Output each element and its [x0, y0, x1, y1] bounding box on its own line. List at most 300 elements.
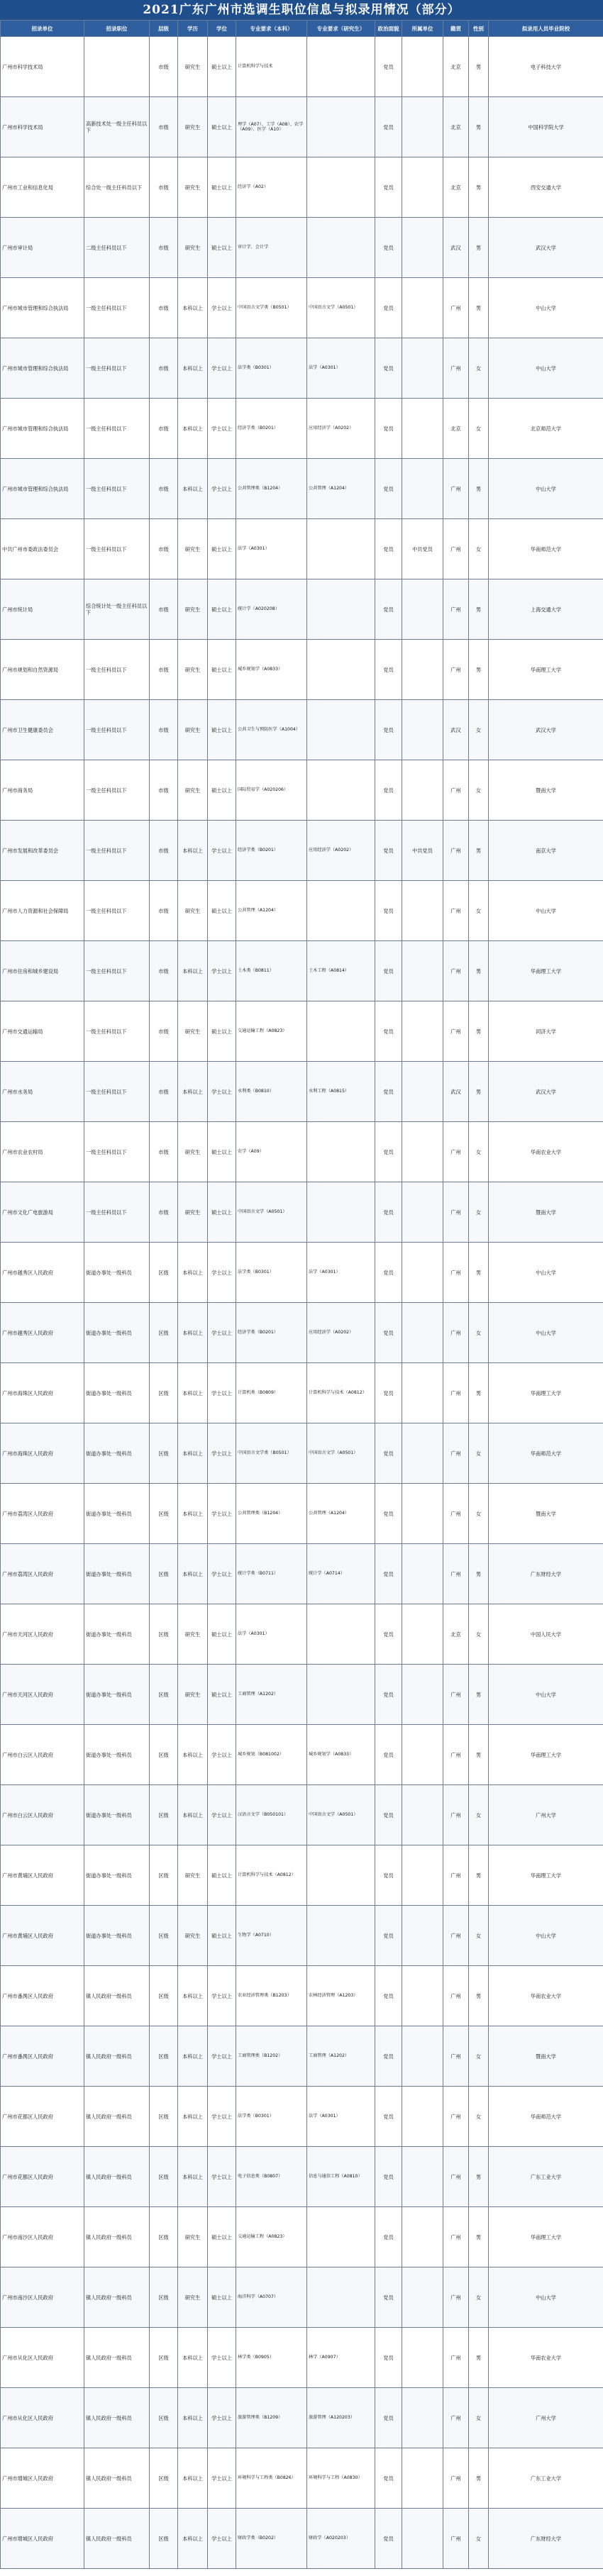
cell-education: 本科以上 [178, 1544, 208, 1604]
cell-hometown: 广州 [443, 2509, 469, 2569]
cell-degree: 硕士以上 [208, 1906, 236, 1966]
cell-level: 区级 [150, 1845, 178, 1906]
cell-political-status: 党员 [375, 1182, 402, 1243]
cell-school: 暨南大学 [489, 2026, 603, 2087]
cell-degree: 硕士以上 [208, 1665, 236, 1725]
cell-affiliation [402, 1966, 443, 2026]
cell-political-status: 党员 [375, 941, 402, 1001]
cell-political-status: 党员 [375, 1785, 402, 1845]
cell-degree: 学士以上 [208, 278, 236, 338]
cell-unit: 广州市增城区人民政府 [1, 2509, 84, 2569]
cell-major-undergrad: 计算机科学与技术 [236, 37, 307, 97]
cell-political-status: 党员 [375, 579, 402, 640]
table-row [1, 1062, 603, 1122]
cell-gender: 女 [469, 1484, 489, 1544]
table-row [1, 821, 603, 881]
cell-hometown: 广州 [443, 1785, 469, 1845]
cell-degree: 硕士以上 [208, 1182, 236, 1243]
cell-hometown: 广州 [443, 2026, 469, 2087]
cell-degree: 学士以上 [208, 821, 236, 881]
cell-major-undergrad: 生物学（A0710） [236, 1906, 307, 1966]
cell-unit: 广州市番禺区人民政府 [1, 1966, 84, 2026]
cell-level: 市级 [150, 97, 178, 157]
cell-school: 南京大学 [489, 821, 603, 881]
cell-major-undergrad: 财政学类（B0202） [236, 2509, 307, 2569]
cell-gender: 男 [469, 1725, 489, 1785]
cell-education: 本科以上 [178, 2388, 208, 2448]
table-row [1, 1182, 603, 1243]
cell-major-grad [307, 1906, 375, 1966]
cell-unit: 广州市越秀区人民政府 [1, 1243, 84, 1303]
cell-major-grad: 信息与通信工程（A0810） [307, 2147, 375, 2207]
cell-level: 区级 [150, 1243, 178, 1303]
cell-position: 镇人民政府一级科员 [84, 2448, 150, 2509]
table-row [1, 2267, 603, 2328]
table-row [1, 1906, 603, 1966]
cell-unit: 广州市荔湾区人民政府 [1, 1544, 84, 1604]
cell-degree: 学士以上 [208, 2388, 236, 2448]
cell-education: 本科以上 [178, 1725, 208, 1785]
cell-position: 一级主任科员以下 [84, 700, 150, 760]
table-row [1, 1423, 603, 1484]
cell-gender: 男 [469, 1845, 489, 1906]
cell-position: 街道办事处一级科员 [84, 1544, 150, 1604]
cell-political-status: 党员 [375, 1604, 402, 1665]
cell-major-grad [307, 1001, 375, 1062]
cell-affiliation [402, 1604, 443, 1665]
cell-degree: 硕士以上 [208, 881, 236, 941]
cell-hometown: 广州 [443, 1966, 469, 2026]
cell-major-undergrad: 公共管理（A1204） [236, 881, 307, 941]
cell-unit: 广州市城市管理和综合执法局 [1, 459, 84, 519]
cell-hometown: 北京 [443, 1604, 469, 1665]
cell-gender: 女 [469, 1423, 489, 1484]
table-row [1, 519, 603, 579]
cell-level: 区级 [150, 1303, 178, 1363]
cell-major-grad [307, 640, 375, 700]
cell-school: 中山大学 [489, 338, 603, 399]
column-header: 专业要求（本科） [236, 21, 307, 37]
cell-hometown: 广州 [443, 338, 469, 399]
cell-political-status: 党员 [375, 157, 402, 218]
cell-gender: 男 [469, 1544, 489, 1604]
cell-major-undergrad: 旅游管理类（B1209） [236, 2388, 307, 2448]
cell-gender: 男 [469, 1966, 489, 2026]
cell-gender: 女 [469, 399, 489, 459]
cell-level: 市级 [150, 37, 178, 97]
cell-gender: 男 [469, 1001, 489, 1062]
cell-degree: 学士以上 [208, 2448, 236, 2509]
cell-degree: 硕士以上 [208, 1604, 236, 1665]
cell-school: 西安交通大学 [489, 157, 603, 218]
cell-position: 一级主任科员以下 [84, 1182, 150, 1243]
cell-education: 本科以上 [178, 399, 208, 459]
cell-level: 区级 [150, 1363, 178, 1423]
cell-position: 街道办事处一级科员 [84, 1785, 150, 1845]
cell-hometown: 广州 [443, 278, 469, 338]
cell-hometown: 广州 [443, 1906, 469, 1966]
cell-degree: 学士以上 [208, 1303, 236, 1363]
cell-gender: 女 [469, 2087, 489, 2147]
cell-political-status: 党员 [375, 97, 402, 157]
cell-position: 一级主任科员以下 [84, 881, 150, 941]
cell-unit: 广州市科学技术局 [1, 37, 84, 97]
cell-unit: 广州市黄埔区人民政府 [1, 1906, 84, 1966]
cell-degree: 学士以上 [208, 941, 236, 1001]
cell-position: 街道办事处一级科员 [84, 1845, 150, 1906]
cell-level: 区级 [150, 1785, 178, 1845]
cell-unit: 广州市越秀区人民政府 [1, 1303, 84, 1363]
cell-major-grad: 计算机科学与技术（A0812） [307, 1363, 375, 1423]
cell-level: 区级 [150, 1423, 178, 1484]
cell-major-grad [307, 37, 375, 97]
cell-level: 区级 [150, 2207, 178, 2267]
table-row [1, 157, 603, 218]
cell-hometown: 北京 [443, 157, 469, 218]
cell-unit: 广州市城市管理和综合执法局 [1, 278, 84, 338]
cell-unit: 广州市南沙区人民政府 [1, 2207, 84, 2267]
column-header: 政治面貌 [375, 21, 402, 37]
cell-political-status: 党员 [375, 37, 402, 97]
cell-major-grad [307, 2267, 375, 2328]
cell-level: 市级 [150, 338, 178, 399]
cell-hometown: 北京 [443, 399, 469, 459]
cell-political-status: 党员 [375, 2147, 402, 2207]
cell-major-undergrad: 工商管理类（B1202） [236, 2026, 307, 2087]
cell-hometown: 广州 [443, 2267, 469, 2328]
cell-political-status: 党员 [375, 881, 402, 941]
cell-affiliation [402, 640, 443, 700]
cell-school: 中国人民大学 [489, 1604, 603, 1665]
table-row [1, 1966, 603, 2026]
cell-unit: 广州市天河区人民政府 [1, 1604, 84, 1665]
cell-hometown: 广州 [443, 1303, 469, 1363]
cell-unit: 广州市白云区人民政府 [1, 1785, 84, 1845]
cell-major-undergrad: 环境科学与工程类（B0826） [236, 2448, 307, 2509]
column-header: 层级 [150, 21, 178, 37]
cell-education: 本科以上 [178, 2328, 208, 2388]
cell-affiliation [402, 278, 443, 338]
cell-affiliation [402, 1363, 443, 1423]
cell-education: 本科以上 [178, 278, 208, 338]
cell-degree: 硕士以上 [208, 2207, 236, 2267]
cell-major-undergrad: 经济学类（B0201） [236, 399, 307, 459]
cell-level: 区级 [150, 1665, 178, 1725]
cell-political-status: 党员 [375, 519, 402, 579]
cell-political-status: 党员 [375, 1906, 402, 1966]
cell-unit: 广州市统计局 [1, 579, 84, 640]
cell-major-grad [307, 881, 375, 941]
cell-major-grad: 农林经济管理（A1203） [307, 1966, 375, 2026]
cell-affiliation [402, 2328, 443, 2388]
cell-level: 市级 [150, 1122, 178, 1182]
cell-education: 研究生 [178, 37, 208, 97]
cell-school: 华南理工大学 [489, 640, 603, 700]
cell-major-undergrad: 农业经济管理类（B1203） [236, 1966, 307, 2026]
cell-political-status: 党员 [375, 1001, 402, 1062]
cell-political-status: 党员 [375, 2026, 402, 2087]
cell-gender: 女 [469, 2388, 489, 2448]
cell-gender: 男 [469, 278, 489, 338]
cell-political-status: 党员 [375, 218, 402, 278]
cell-political-status: 党员 [375, 1966, 402, 2026]
table-row [1, 2388, 603, 2448]
cell-level: 市级 [150, 459, 178, 519]
cell-unit: 广州市荔湾区人民政府 [1, 1484, 84, 1544]
cell-school: 广东工业大学 [489, 2448, 603, 2509]
cell-degree: 学士以上 [208, 2328, 236, 2388]
table-row [1, 2147, 603, 2207]
cell-school: 中国科学院大学 [489, 97, 603, 157]
cell-hometown: 广州 [443, 1725, 469, 1785]
table-row [1, 881, 603, 941]
cell-hometown: 广州 [443, 1544, 469, 1604]
cell-major-undergrad: 城乡规划学（A0833） [236, 640, 307, 700]
column-header: 招录职位 [84, 21, 150, 37]
column-header: 所属单位 [402, 21, 443, 37]
table-row [1, 218, 603, 278]
cell-political-status: 党员 [375, 2267, 402, 2328]
cell-level: 区级 [150, 2267, 178, 2328]
cell-position: 镇人民政府一级科员 [84, 1966, 150, 2026]
cell-education: 本科以上 [178, 941, 208, 1001]
cell-major-undergrad: 汉语言文学（B050101） [236, 1785, 307, 1845]
cell-position: 一级主任科员以下 [84, 760, 150, 821]
cell-gender: 男 [469, 941, 489, 1001]
cell-political-status: 党员 [375, 2328, 402, 2388]
cell-gender: 女 [469, 338, 489, 399]
cell-hometown: 广州 [443, 1243, 469, 1303]
cell-school: 中山大学 [489, 2267, 603, 2328]
cell-school: 同济大学 [489, 1001, 603, 1062]
cell-hometown: 广州 [443, 2207, 469, 2267]
cell-major-undergrad: 公共管理类（B1204） [236, 459, 307, 519]
cell-affiliation [402, 579, 443, 640]
column-header: 招录单位 [1, 21, 84, 37]
cell-education: 本科以上 [178, 338, 208, 399]
cell-level: 市级 [150, 821, 178, 881]
cell-affiliation [402, 1906, 443, 1966]
cell-major-undergrad: 法学（A0301） [236, 1604, 307, 1665]
cell-position: 一级主任科员以下 [84, 821, 150, 881]
cell-school: 广东财经大学 [489, 2509, 603, 2569]
cell-affiliation [402, 1544, 443, 1604]
cell-hometown: 北京 [443, 37, 469, 97]
cell-education: 研究生 [178, 700, 208, 760]
recruitment-table [0, 20, 603, 2569]
column-header: 拟录用人员毕业院校 [489, 21, 603, 37]
cell-position: 一级主任科员以下 [84, 1062, 150, 1122]
cell-level: 区级 [150, 2509, 178, 2569]
cell-position: 街道办事处一级科员 [84, 1363, 150, 1423]
cell-school: 广州大学 [489, 2388, 603, 2448]
cell-hometown: 武汉 [443, 700, 469, 760]
table-row [1, 1484, 603, 1544]
cell-unit: 广州市天河区人民政府 [1, 1665, 84, 1725]
cell-position: 一级主任科员以下 [84, 278, 150, 338]
cell-level: 市级 [150, 579, 178, 640]
cell-education: 研究生 [178, 1906, 208, 1966]
table-row [1, 640, 603, 700]
cell-level: 区级 [150, 2147, 178, 2207]
cell-gender: 女 [469, 1785, 489, 1845]
cell-unit: 广州市海珠区人民政府 [1, 1423, 84, 1484]
table-row [1, 579, 603, 640]
cell-degree: 学士以上 [208, 399, 236, 459]
cell-hometown: 广州 [443, 2388, 469, 2448]
cell-education: 研究生 [178, 579, 208, 640]
cell-education: 本科以上 [178, 2509, 208, 2569]
cell-degree: 硕士以上 [208, 218, 236, 278]
cell-affiliation [402, 1243, 443, 1303]
cell-level: 区级 [150, 1544, 178, 1604]
cell-degree: 硕士以上 [208, 1845, 236, 1906]
cell-unit: 广州市白云区人民政府 [1, 1725, 84, 1785]
cell-affiliation [402, 2147, 443, 2207]
table-row [1, 2448, 603, 2509]
cell-political-status: 党员 [375, 1363, 402, 1423]
cell-major-grad: 中国语言文学（A0501） [307, 278, 375, 338]
cell-unit: 广州市审计局 [1, 218, 84, 278]
cell-level: 市级 [150, 881, 178, 941]
cell-school: 华南理工大学 [489, 1845, 603, 1906]
cell-gender: 女 [469, 760, 489, 821]
cell-position: 镇人民政府一级科员 [84, 2509, 150, 2569]
cell-level: 市级 [150, 157, 178, 218]
cell-school: 武汉大学 [489, 1062, 603, 1122]
cell-gender: 男 [469, 37, 489, 97]
cell-education: 研究生 [178, 2267, 208, 2328]
cell-school: 华南农业大学 [489, 1966, 603, 2026]
cell-affiliation [402, 2509, 443, 2569]
cell-position: 街道办事处一级科员 [84, 1423, 150, 1484]
cell-position: 综合处一级主任科员以下 [84, 157, 150, 218]
cell-political-status: 党员 [375, 640, 402, 700]
cell-education: 研究生 [178, 1845, 208, 1906]
cell-level: 区级 [150, 2448, 178, 2509]
cell-education: 研究生 [178, 1182, 208, 1243]
cell-education: 本科以上 [178, 459, 208, 519]
cell-school: 中山大学 [489, 278, 603, 338]
cell-gender: 男 [469, 157, 489, 218]
cell-school: 中山大学 [489, 1303, 603, 1363]
cell-political-status: 党员 [375, 1845, 402, 1906]
cell-gender: 男 [469, 2328, 489, 2388]
cell-major-grad [307, 760, 375, 821]
cell-school: 暨南大学 [489, 1484, 603, 1544]
cell-gender: 女 [469, 2026, 489, 2087]
cell-major-grad [307, 579, 375, 640]
cell-degree: 学士以上 [208, 1363, 236, 1423]
cell-degree: 硕士以上 [208, 519, 236, 579]
table-body [1, 37, 603, 2569]
cell-education: 研究生 [178, 1604, 208, 1665]
cell-school: 广州大学 [489, 1785, 603, 1845]
cell-level: 市级 [150, 760, 178, 821]
cell-education: 研究生 [178, 1122, 208, 1182]
cell-position: 一级主任科员以下 [84, 941, 150, 1001]
cell-major-undergrad: 统计学（A020208） [236, 579, 307, 640]
cell-affiliation: 中共党员 [402, 519, 443, 579]
table-row [1, 1363, 603, 1423]
cell-education: 研究生 [178, 881, 208, 941]
cell-education: 本科以上 [178, 2087, 208, 2147]
cell-affiliation [402, 97, 443, 157]
cell-gender: 男 [469, 1665, 489, 1725]
cell-school: 暨南大学 [489, 1182, 603, 1243]
cell-affiliation: 中共党员 [402, 821, 443, 881]
cell-affiliation [402, 2267, 443, 2328]
cell-unit: 广州市科学技术局 [1, 97, 84, 157]
cell-political-status: 党员 [375, 399, 402, 459]
cell-political-status: 党员 [375, 1062, 402, 1122]
cell-degree: 硕士以上 [208, 700, 236, 760]
cell-affiliation [402, 399, 443, 459]
cell-position: 一级主任科员以下 [84, 640, 150, 700]
cell-political-status: 党员 [375, 2448, 402, 2509]
cell-hometown: 广州 [443, 640, 469, 700]
cell-affiliation [402, 1845, 443, 1906]
cell-position: 镇人民政府一级科员 [84, 2267, 150, 2328]
cell-political-status: 党员 [375, 1484, 402, 1544]
cell-major-undergrad: 国际贸易学（A020206） [236, 760, 307, 821]
cell-degree: 学士以上 [208, 1725, 236, 1785]
cell-major-grad: 公共管理（A1204） [307, 1484, 375, 1544]
cell-major-grad: 应用经济学（A0202） [307, 821, 375, 881]
cell-gender: 女 [469, 700, 489, 760]
cell-political-status: 党员 [375, 2388, 402, 2448]
cell-major-grad: 公共管理（A1204） [307, 459, 375, 519]
cell-gender: 男 [469, 1062, 489, 1122]
cell-education: 本科以上 [178, 1484, 208, 1544]
cell-major-undergrad: 经济学类（B0201） [236, 1303, 307, 1363]
cell-level: 区级 [150, 2388, 178, 2448]
cell-affiliation [402, 1423, 443, 1484]
cell-gender: 男 [469, 821, 489, 881]
cell-position: 镇人民政府一级科员 [84, 2087, 150, 2147]
cell-unit: 广州市人力资源和社会保障局 [1, 881, 84, 941]
cell-level: 市级 [150, 278, 178, 338]
table-row [1, 760, 603, 821]
cell-hometown: 广州 [443, 1363, 469, 1423]
table-row [1, 1303, 603, 1363]
cell-position: 镇人民政府一级科员 [84, 2388, 150, 2448]
cell-unit: 广州市增城区人民政府 [1, 2448, 84, 2509]
table-row [1, 37, 603, 97]
cell-hometown: 广州 [443, 821, 469, 881]
cell-position [84, 37, 150, 97]
cell-school: 华南师范大学 [489, 519, 603, 579]
cell-major-grad: 林学（A0907） [307, 2328, 375, 2388]
cell-gender: 男 [469, 1363, 489, 1423]
cell-political-status: 党员 [375, 459, 402, 519]
cell-school: 华南农业大学 [489, 2328, 603, 2388]
table-row [1, 1243, 603, 1303]
cell-affiliation [402, 157, 443, 218]
cell-unit: 广州市住房和城乡建设局 [1, 941, 84, 1001]
cell-unit: 广州市城市管理和综合执法局 [1, 338, 84, 399]
cell-education: 研究生 [178, 157, 208, 218]
cell-major-grad [307, 1845, 375, 1906]
cell-position: 街道办事处一级科员 [84, 1303, 150, 1363]
cell-major-undergrad: 经济学类（B0201） [236, 821, 307, 881]
cell-school: 广东工业大学 [489, 2147, 603, 2207]
cell-major-grad: 中国语言文学（A0501） [307, 1785, 375, 1845]
cell-major-grad [307, 1122, 375, 1182]
cell-education: 本科以上 [178, 1423, 208, 1484]
cell-position: 高新技术处一级主任科员以下 [84, 97, 150, 157]
cell-degree: 学士以上 [208, 2087, 236, 2147]
